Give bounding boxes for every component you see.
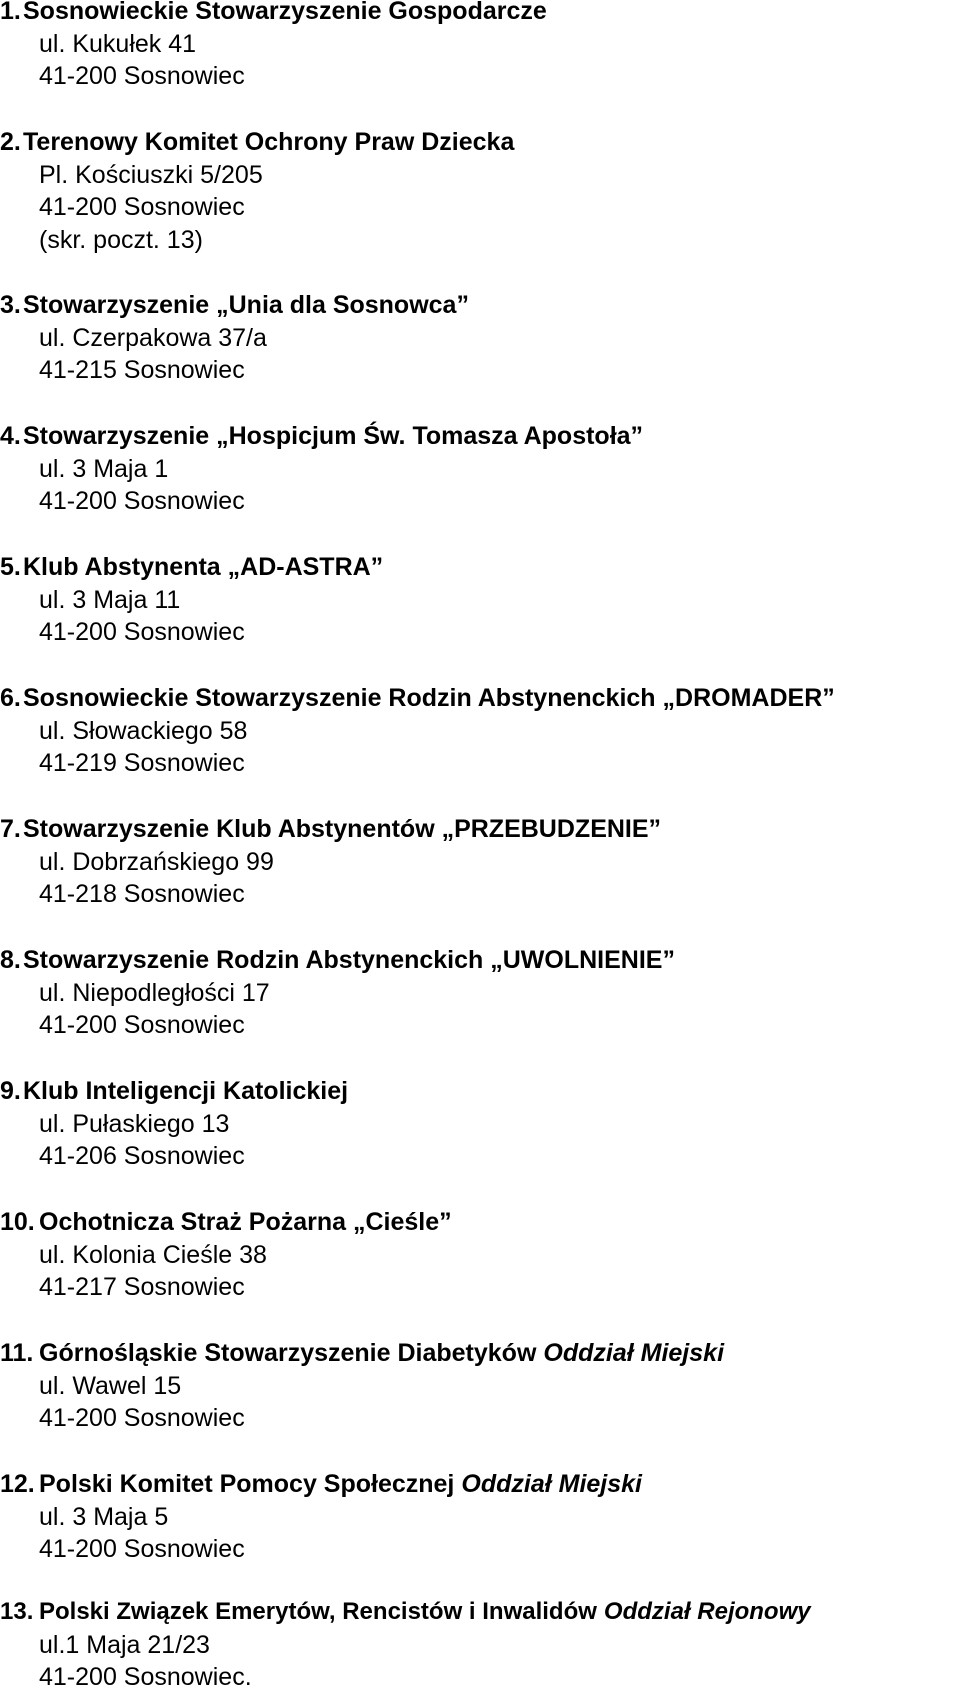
entry-number: 10. — [0, 1208, 35, 1236]
list-item — [0, 126, 960, 256]
entry-street: ul. Pułaskiego 13 — [39, 1109, 230, 1138]
entry-name: Polski Komitet Pomocy Społecznej — [39, 1470, 455, 1498]
list-item — [0, 289, 960, 387]
entry-street: ul. Kolonia Cieśle 38 — [39, 1240, 267, 1269]
entry-postal-city: 41-200 Sosnowiec — [39, 1535, 245, 1564]
entry-title — [0, 944, 960, 977]
entry-name-italic: Oddział Rejonowy — [603, 1598, 811, 1625]
entry-postal-city: 41-200 Sosnowiec — [39, 193, 245, 222]
entry-po-box: (skr. poczt. 13) — [39, 225, 203, 254]
list-item — [0, 420, 960, 518]
entry-number: 12. — [0, 1470, 35, 1498]
entry-name: Sosnowieckie Stowarzyszenie Rodzin Abstynenckich „DROMADER” — [23, 684, 835, 712]
entry-street: ul.1 Maja 21/23 — [39, 1630, 210, 1659]
entry-postal-city: 41-200 Sosnowiec — [39, 1404, 245, 1433]
entry-title — [0, 126, 960, 159]
list-item — [0, 1468, 960, 1566]
list-item — [0, 1596, 960, 1694]
entry-number: 11. — [0, 1339, 34, 1367]
entry-title — [0, 1206, 960, 1239]
list-item — [0, 1337, 960, 1435]
entry-title — [0, 1075, 960, 1108]
entry-postal-city: 41-215 Sosnowiec — [39, 356, 245, 385]
entry-title — [0, 1596, 960, 1629]
entry-street: ul. Dobrzańskiego 99 — [39, 847, 274, 876]
entry-street: ul. Wawel 15 — [39, 1371, 182, 1400]
entry-title — [0, 551, 960, 584]
list-item — [0, 1206, 960, 1304]
entry-title — [0, 420, 960, 453]
entry-postal-city: 41-200 Sosnowiec. — [39, 1663, 252, 1692]
entry-name: Ochotnicza Straż Pożarna „Cieśle” — [39, 1208, 452, 1236]
entry-street: ul. Słowackiego 58 — [39, 716, 248, 745]
entry-street: ul. 3 Maja 1 — [39, 454, 169, 483]
entry-number: 13. — [0, 1598, 34, 1625]
entry-name: Terenowy Komitet Ochrony Praw Dziecka — [23, 128, 515, 156]
entry-postal-city: 41-206 Sosnowiec — [39, 1142, 245, 1171]
entry-title — [0, 813, 960, 846]
entry-name-italic: Oddział Miejski — [461, 1470, 642, 1498]
entry-street: ul. Niepodległości 17 — [39, 978, 270, 1007]
entry-name-italic: Oddział Miejski — [543, 1339, 725, 1367]
entry-postal-city: 41-200 Sosnowiec — [39, 618, 245, 647]
entry-postal-city: 41-218 Sosnowiec — [39, 880, 245, 909]
entry-street: ul. Kukułek 41 — [39, 29, 197, 58]
entry-number: 8. — [0, 946, 21, 974]
entry-name: Stowarzyszenie „Unia dla Sosnowca” — [23, 291, 469, 319]
entry-name: Górnośląskie Stowarzyszenie Diabetyków — [39, 1339, 537, 1367]
entry-name: Stowarzyszenie Klub Abstynentów „PRZEBUDZENIE” — [23, 815, 662, 843]
entry-name: Polski Związek Emerytów, Rencistów i Inwalidów — [39, 1598, 597, 1625]
entry-postal-city: 41-217 Sosnowiec — [39, 1273, 245, 1302]
entry-title — [0, 289, 960, 322]
list-item — [0, 0, 960, 93]
entry-number: 2. — [0, 128, 21, 156]
entry-number: 4. — [0, 422, 21, 450]
entry-street: Pl. Kościuszki 5/205 — [39, 160, 263, 189]
entry-name: Stowarzyszenie Rodzin Abstynenckich „UWOLNIENIE” — [23, 946, 675, 974]
entry-street: ul. Czerpakowa 37/a — [39, 323, 267, 352]
entry-title — [0, 0, 960, 28]
entry-name: Sosnowieckie Stowarzyszenie Gospodarcze — [23, 0, 547, 25]
entry-postal-city: 41-200 Sosnowiec — [39, 62, 245, 91]
entry-number: 7. — [0, 815, 21, 843]
entry-number: 9. — [0, 1077, 21, 1105]
list-item — [0, 682, 960, 780]
list-item — [0, 944, 960, 1042]
entry-number: 1. — [0, 0, 21, 25]
entry-postal-city: 41-200 Sosnowiec — [39, 1011, 245, 1040]
list-item — [0, 813, 960, 911]
entry-number: 3. — [0, 291, 21, 319]
entry-street: ul. 3 Maja 11 — [39, 585, 181, 614]
entry-street: ul. 3 Maja 5 — [39, 1502, 169, 1531]
entry-number: 5. — [0, 553, 21, 581]
entry-title — [0, 1468, 960, 1501]
entry-postal-city: 41-200 Sosnowiec — [39, 487, 245, 516]
entry-number: 6. — [0, 684, 21, 712]
entry-postal-city: 41-219 Sosnowiec — [39, 749, 245, 778]
entry-title — [0, 682, 960, 715]
entry-title — [0, 1337, 960, 1370]
list-item — [0, 551, 960, 649]
entry-name: Klub Inteligencji Katolickiej — [23, 1077, 349, 1105]
entry-name: Stowarzyszenie „Hospicjum Św. Tomasza Apostoła” — [23, 422, 644, 450]
list-item — [0, 1075, 960, 1173]
entry-name: Klub Abstynenta „AD-ASTRA” — [23, 553, 384, 581]
